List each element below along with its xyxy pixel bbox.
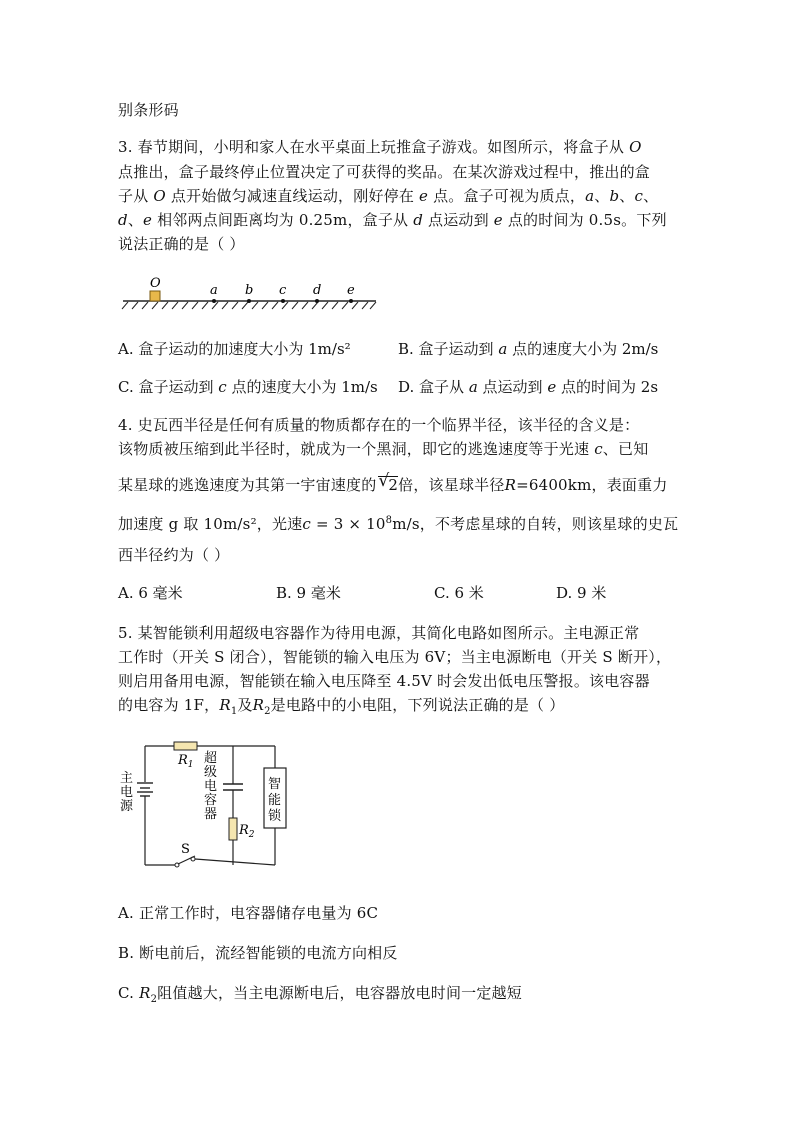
resistor-r2 <box>229 818 237 840</box>
label-r2: $R_2$ <box>239 823 255 840</box>
point-d <box>315 299 319 303</box>
box <box>150 291 160 301</box>
label-O: O <box>150 276 161 291</box>
q5-option-c: C. $R_2$阻值越大，当主电源断电后，电容器放电时间一定越短 <box>118 984 522 1005</box>
q4-option-c: C. 6 米 <box>434 584 484 602</box>
label-switch: S <box>181 842 190 857</box>
label-supercap <box>204 750 217 822</box>
svg-text:智: 智 <box>268 777 282 792</box>
label-a: a <box>210 283 218 298</box>
q4-option-b: B. 9 毫米 <box>276 584 341 602</box>
label-d: d <box>313 283 322 298</box>
q3-option-b: B. 盒子运动到 a 点的速度大小为 2m/s <box>398 340 659 358</box>
circuit-diagram <box>115 738 295 870</box>
resistor-r1 <box>174 742 197 750</box>
q3-option-d: D. 盒子从 a 点运动到 e 点的时间为 2s <box>398 378 659 396</box>
point-b <box>247 299 251 303</box>
q3-option-a: A. 盒子运动的加速度大小为 1m/s² <box>118 340 351 358</box>
svg-text:超: 超 <box>204 751 218 766</box>
point-c <box>281 299 285 303</box>
svg-text:电: 电 <box>120 785 134 800</box>
point-e <box>349 299 353 303</box>
q4-option-d: D. 9 米 <box>556 584 607 602</box>
q5-option-a: A. 正常工作时，电容器储存电量为 6C <box>118 904 379 922</box>
svg-text:锁: 锁 <box>268 809 282 824</box>
svg-text:电: 电 <box>204 779 218 794</box>
label-c: c <box>279 283 287 298</box>
svg-text:级: 级 <box>204 765 218 780</box>
header-fragment: 别条形码 <box>118 101 179 119</box>
svg-text:主: 主 <box>120 771 134 786</box>
label-smart-lock <box>268 777 282 824</box>
q4-option-a: A. 6 毫米 <box>118 584 183 602</box>
svg-text:器: 器 <box>204 807 218 822</box>
svg-text:能: 能 <box>268 793 282 808</box>
label-b: b <box>245 283 254 298</box>
q3-option-c: C. 盒子运动到 c 点的速度大小为 1m/s <box>118 378 378 396</box>
point-a <box>212 299 216 303</box>
q5-option-b: B. 断电前后，流经智能锁的电流方向相反 <box>118 944 398 962</box>
track-figure <box>118 272 383 312</box>
sqrt-2: √ 2 <box>378 471 399 494</box>
label-e: e <box>347 283 355 298</box>
svg-text:容: 容 <box>204 793 218 808</box>
label-main-power <box>120 771 134 814</box>
svg-text:源: 源 <box>120 799 134 814</box>
label-r1: $R_1$ <box>178 753 194 770</box>
